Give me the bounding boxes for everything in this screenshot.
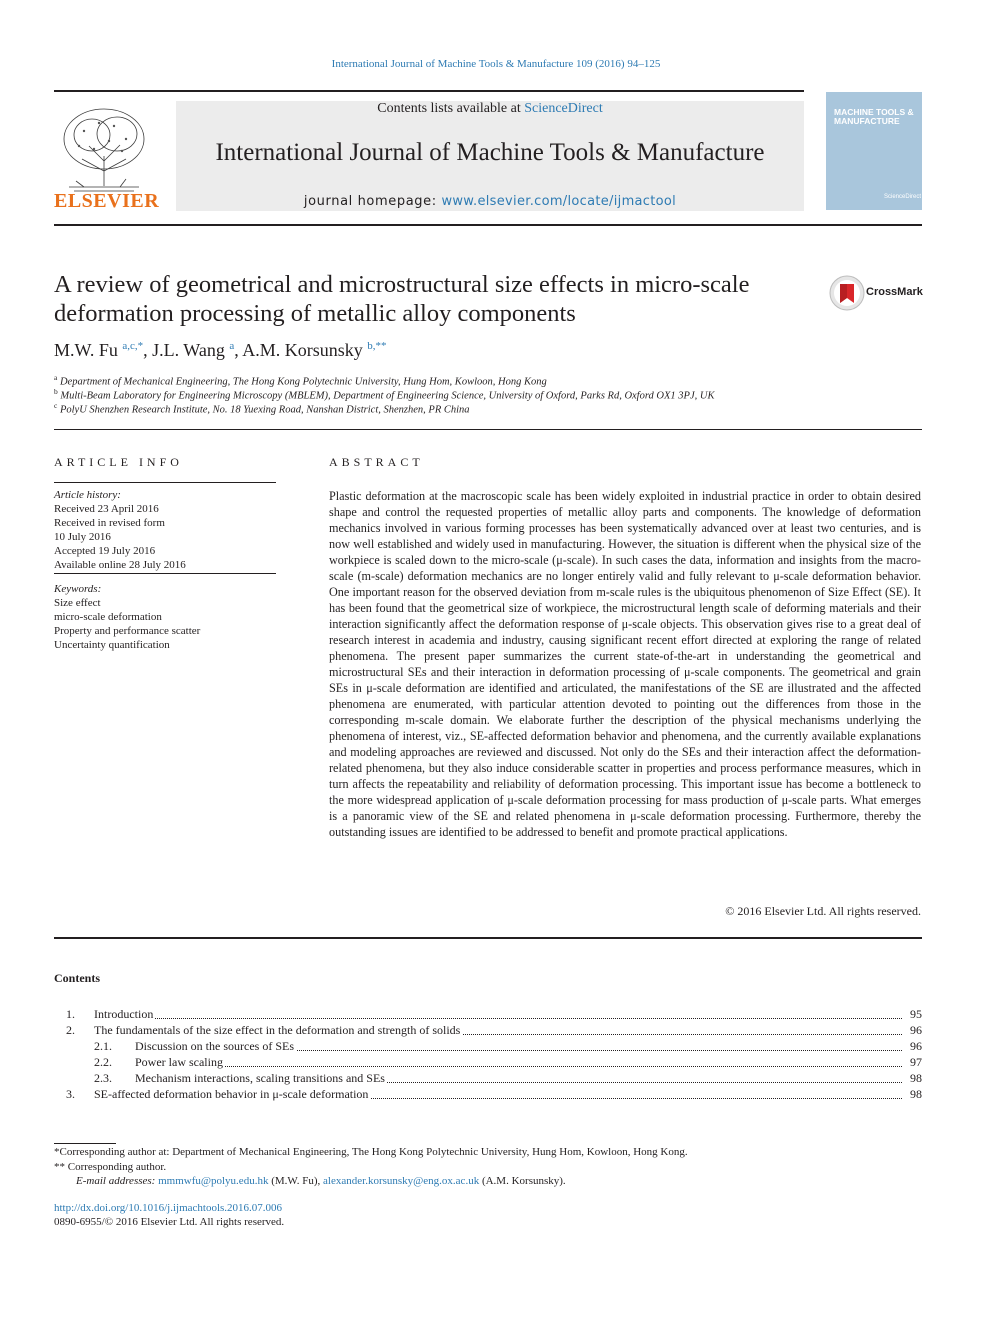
toc-title[interactable]: SE-affected deformation behavior in μ-scale deformation [94,1087,369,1101]
cover-small-label: ScienceDirect [884,194,922,200]
footnote-emails [76,1175,566,1187]
affiliation-sup: a [54,373,58,382]
affiliation-a [54,373,547,388]
affiliation-b [54,387,714,402]
toc-page[interactable]: 96 [910,1039,922,1053]
issn-copyright: 0890-6955/© 2016 Elsevier Ltd. All rights reserved. [54,1216,285,1228]
title-line-1: A review of geometrical and microstructural size effects in micro-scale [54,271,750,298]
keywords-block [54,582,200,652]
crossmark-label[interactable]: CrossMark [866,286,923,298]
toc-number: 1. [66,1007,75,1021]
toc-entry[interactable] [54,1086,922,1102]
affiliation-sup: b [54,387,58,396]
toc-title[interactable]: The fundamentals of the size effect in the deformation and strength of solids [94,1023,461,1037]
journal-homepage-line [176,194,804,209]
keyword-item: micro-scale deformation [54,611,162,623]
author-sup[interactable]: a,c,* [122,340,144,352]
email-link-fu[interactable]: mmmwfu@polyu.edu.hk [158,1175,269,1187]
affiliation-sup: c [54,401,58,410]
toc-title[interactable]: Power law scaling [135,1055,223,1069]
keyword-item: Size effect [54,597,101,609]
affiliation-text: PolyU Shenzhen Research Institute, No. 18 Yuexing Road, Nanshan District, Shenzhen, PR China [59,404,470,416]
footnote-corresponding-1 [54,1146,688,1158]
keywords-rule [54,573,276,574]
cover-title: MACHINE TOOLS & MANUFACTURE [834,107,914,126]
header-bottom-rule [54,224,922,226]
author-sup[interactable]: b,** [367,340,387,352]
toc-entry[interactable] [54,1070,922,1086]
history-item: 10 July 2016 [54,531,111,543]
elsevier-wordmark[interactable]: ELSEVIER [54,190,160,212]
homepage-prefix: journal homepage: [303,194,437,209]
doi-link[interactable]: http://dx.doi.org/10.1016/j.ijmachtools.2016.07.006 [54,1202,283,1214]
footnote-text: Corresponding author. [67,1161,167,1173]
journal-homepage-link[interactable]: www.elsevier.com/locate/ijmactool [441,194,677,209]
contents-available-line [176,101,804,117]
toc-number: 2.1. [94,1039,112,1053]
toc-leader-dots [135,1066,902,1067]
abstract-bottom-rule [54,937,922,939]
email-owner: (M.W. Fu), [271,1175,321,1187]
toc-title[interactable]: Mechanism interactions, scaling transitions and SEs [135,1071,385,1085]
footnote-mark: ** [54,1161,65,1173]
sciencedirect-link[interactable]: ScienceDirect [524,101,603,116]
history-item: Accepted 19 July 2016 [54,545,156,557]
contents-heading: Contents [54,971,101,985]
footnote-text: Corresponding author at: Department of Mechanical Engineering, The Hong Kong Polytechnic University, Hung Hom, Kowloon, Hong Kong. [59,1146,688,1158]
affiliation-rule [54,429,922,430]
affiliation-c [54,401,470,416]
author-sup[interactable]: a [229,340,235,352]
toc-page[interactable]: 98 [910,1071,922,1085]
author-name[interactable]: A.M. Korsunsky [242,340,363,360]
article-info-rule [54,482,276,483]
history-item: Received 23 April 2016 [54,503,159,515]
email-label: E-mail addresses: [76,1175,156,1187]
author-name[interactable]: J.L. Wang [152,340,225,360]
footnote-rule [54,1143,116,1144]
affiliation-text: Multi-Beam Laboratory for Engineering Microscopy (MBLEM), Department of Engineering Science, University of Oxford, Parks Rd, Oxford OX1 3PJ, UK [60,390,715,402]
email-link-korsunsky[interactable]: alexander.korsunsky@eng.ox.ac.uk [323,1175,480,1187]
keyword-item: Uncertainty quantification [54,639,170,651]
toc-page[interactable]: 95 [910,1007,922,1021]
journal-citation[interactable]: International Journal of Machine Tools & Manufacture 109 (2016) 94–125 [331,58,661,70]
toc-title[interactable]: Introduction [94,1007,154,1021]
article-info-heading: ARTICLE INFO [54,455,183,469]
toc-page[interactable]: 97 [910,1055,922,1069]
email-owner: (A.M. Korsunsky). [481,1175,566,1187]
toc-page[interactable]: 98 [910,1087,922,1101]
affiliation-text: Department of Mechanical Engineering, The Hong Kong Polytechnic University, Hung Hom, Kowloon, Hong Kong [59,376,547,388]
toc-number: 2. [66,1023,75,1037]
paper-title [54,270,814,328]
keywords-label: Keywords: [54,583,102,595]
history-item: Available online 28 July 2016 [54,559,186,571]
article-history [54,488,186,572]
toc-entry[interactable] [54,1022,922,1038]
toc-entry[interactable] [54,1054,922,1070]
history-label: Article history: [54,489,121,501]
footnote-corresponding-2 [54,1161,166,1173]
crossmark-icon[interactable] [829,275,865,311]
toc-entry[interactable] [54,1038,922,1054]
toc-page[interactable]: 96 [910,1023,922,1037]
toc-number: 2.3. [94,1071,112,1085]
history-item: Received in revised form [54,517,165,529]
abstract-text: Plastic deformation at the macroscopic scale has been widely exploited in industrial practice in order to obtain desired shape and control the requested properties of metallic alloy parts and components. The knowledge of deformation mechanics involved in various forming processes has been systematically advanced over at least two centuries, and is now well established and widely used in manufacturing. However, the situation is different when the physical size of the workpiece is scaled down to the micro-scale (μ-scale). In such cases the data, information and insights from the macro-scale (m-scale) deformation mechanics are no longer entirely valid and fully relevant to μ-scale deformation behavior. One important reason for the observed deviation from m-scale rules is the ubiquitous phenomenon of Size Effect (SE). It has been found that the geometrical size of workpiece, the microstructural length scale of deforming materials and their interaction significantly affect the deformation response of μ-scale objects. This observation gives rise to a great deal of research interest in academia and industry, causing significant recent effort directed at exploring the range of related phenomena. The present paper summarizes the current state-of-the-art in understanding the geometrical and microstructural SEs and their interaction in deformation processing of μ-scale components. The geometrical and grain SEs in μ-scale deformation are identified and articulated, the manifestations of the SE are illustrated and the affected phenomena are enumerated, with particular attention devoted to pointing out the differences from those in the corresponding m-scale domain. We elaborate further the description of the physical mechanisms underlying the phenomena of interest, viz., SE-affected deformation behavior and phenomena, and the currently available explanations and modeling approaches are reviewed and discussed. Not only do the SEs and their interaction affect the deformation-related phenomena, but they also induce considerable scatter in properties and process performance measures, which in turn affects the repeatability and reliability of deformation processing. This important issue has become a bottleneck to the more widespread application of μ-scale deformation processing for mass production of μ-scale parts. What emerges is a panoramic view of the SE and related phenomena in μ-scale deformation processing. Furthermore, thereby the outstanding issues are identified to be addressed to benefit and promote practical applications. [329,489,921,839]
header-top-rule [54,90,804,92]
keyword-item: Property and performance scatter [54,625,201,637]
toc-entry[interactable] [54,1006,922,1022]
abstract-copyright: © 2016 Elsevier Ltd. All rights reserved. [725,904,921,918]
toc-number: 3. [66,1087,75,1101]
contents-prefix: Contents lists available at [377,101,521,116]
journal-title: International Journal of Machine Tools & Manufacture [215,139,765,166]
footnote-mark: * [54,1146,60,1158]
toc-title[interactable]: Discussion on the sources of SEs [135,1039,294,1053]
abstract-heading: ABSTRACT [329,455,424,469]
title-line-2: deformation processing of metallic alloy components [54,300,576,327]
toc-number: 2.2. [94,1055,112,1069]
toc-leader-dots [94,1018,902,1019]
author-list: M.W. Fu $^{a,c,*}$, J.L. Wang $^a$, A.M. Korsunsky $^{b,**}$ [54,340,387,360]
author-name[interactable]: M.W. Fu [54,340,118,360]
